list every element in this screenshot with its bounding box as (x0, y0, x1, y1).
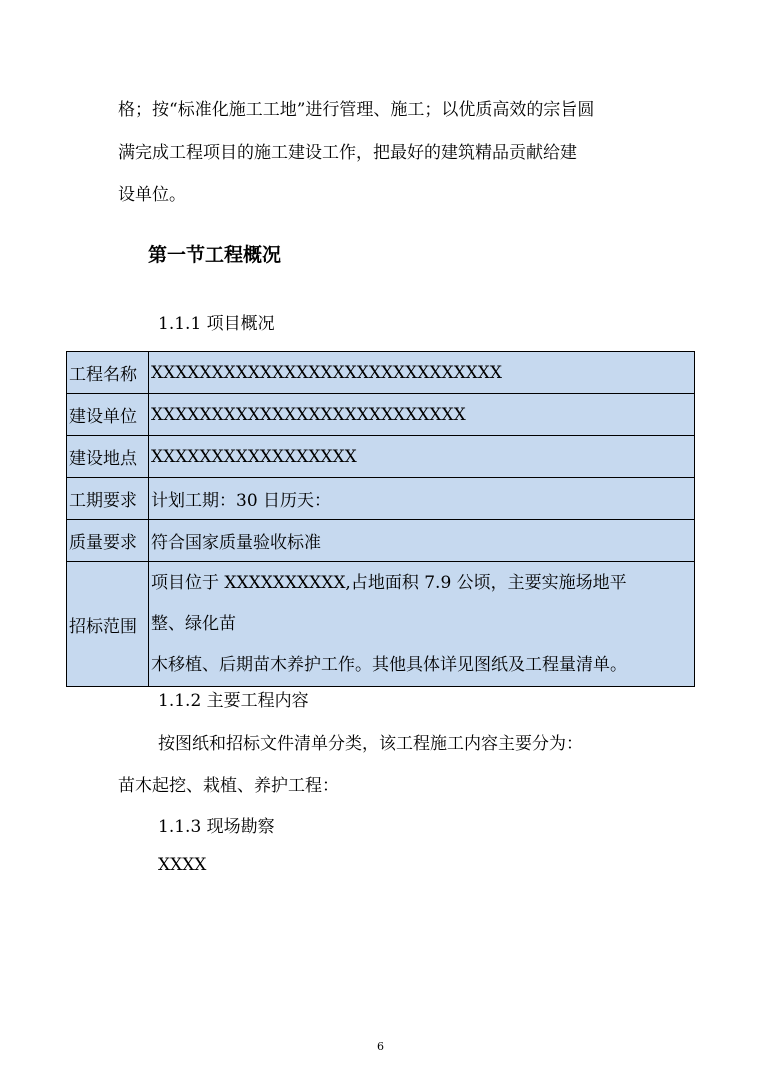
table-label-cell: 工程名称 (67, 352, 149, 394)
table-row-scope (67, 562, 695, 687)
body-paragraph-line: 苗木起挖、栽植、养护工程： (118, 776, 339, 796)
table-value-cell: XXXXXXXXXXXXXXXXXXXXXXXXXXXXX (149, 352, 695, 394)
scope-text-line: 整、绿化苗 (151, 613, 236, 634)
table-value-cell: 符合国家质量验收标准 (149, 520, 695, 562)
table-label-cell: 建设单位 (67, 394, 149, 436)
project-overview-table (66, 351, 695, 687)
table-row (67, 436, 695, 478)
page-number: 6 (377, 1040, 384, 1053)
table-label-cell: 工期要求 (67, 478, 149, 520)
table-row (67, 352, 695, 394)
body-paragraph-line: 设单位。 (118, 185, 186, 205)
body-paragraph-line: 满完成工程项目的施工建设工作，把最好的建筑精品贡献给建 (118, 143, 577, 163)
table-row (67, 520, 695, 562)
section-heading: 第一节工程概况 (148, 244, 282, 266)
scope-text-line: 项目位于 XXXXXXXXXX,占地面积 7.9 公顷，主要实施场地平 (151, 572, 627, 593)
body-paragraph-line: 格；按“标准化施工工地”进行管理、施工；以优质高效的宗旨圆 (118, 100, 595, 120)
subsection-title-site-survey: 1.1.3 现场勘察 (158, 817, 275, 837)
table-row (67, 478, 695, 520)
subsection-title-main-content: 1.1.2 主要工程内容 (158, 691, 309, 711)
table-label-cell: 建设地点 (67, 436, 149, 478)
table-value-cell: 计划工期：30 日历天： (149, 478, 695, 520)
site-survey-text: XXXX (158, 855, 207, 875)
table-value-cell: XXXXXXXXXXXXXXXXXXXXXXXXXX (149, 394, 695, 436)
scope-text-line: 木移植、后期苗木养护工作。其他具体详见图纸及工程量清单。 (151, 654, 627, 675)
table-value-cell-scope (149, 562, 695, 687)
table-label-cell: 招标范围 (67, 562, 149, 687)
table-row (67, 394, 695, 436)
table-label-cell: 质量要求 (67, 520, 149, 562)
body-paragraph-line: 按图纸和招标文件清单分类，该工程施工内容主要分为： (158, 734, 583, 754)
table-value-cell: XXXXXXXXXXXXXXXXX (149, 436, 695, 478)
subsection-title-project-overview: 1.1.1 项目概况 (158, 314, 275, 334)
